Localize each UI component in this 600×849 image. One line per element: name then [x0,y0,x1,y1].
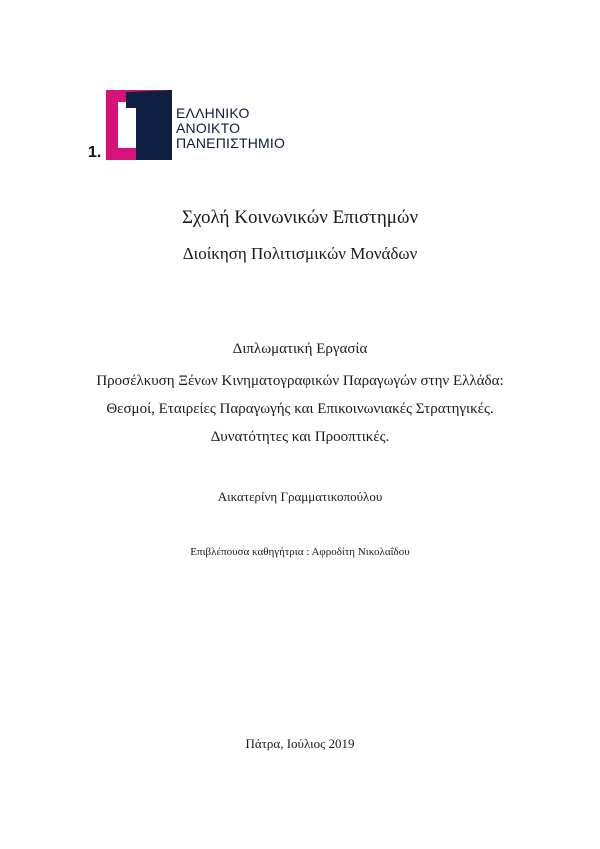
program-name: Διοίκηση Πολιτισμικών Μονάδων [182,244,418,263]
supervisor-line: Επιβλέπουσα καθηγήτρια : Αφροδίτη Νικολαΐδου [190,546,410,558]
thesis-title-line-3: Δυνατότητες και Προοπτικές. [210,429,390,445]
thesis-type: Διπλωματική Εργασία [232,341,368,357]
place-date: Πάτρα, Ιούλιος 2019 [245,736,355,751]
logo-line-1: ΕΛΛΗΝΙΚΟ [176,105,250,121]
thesis-title-line-1: Προσέλκυση Ξένων Κινηματογραφικών Παραγωγών στην Ελλάδα: [96,373,504,389]
school-name: Σχολή Κοινωνικών Επιστημών [181,207,419,228]
university-logo-icon [106,90,172,160]
logo-line-3: ΠΑΝΕΠΙΣΤΗΜΙΟ [176,135,286,151]
university-logo-text [176,106,285,151]
thesis-title-line-2: Θεσμοί, Εταιρείες Παραγωγής και Επικοινωνιακές Στρατηγικές. [106,401,494,417]
author-name: Αικατερίνη Γραμματικοπούλου [217,489,383,504]
list-number: 1. [88,144,102,161]
logo-line-2: ΑΝΟΙΚΤΟ [176,120,241,136]
